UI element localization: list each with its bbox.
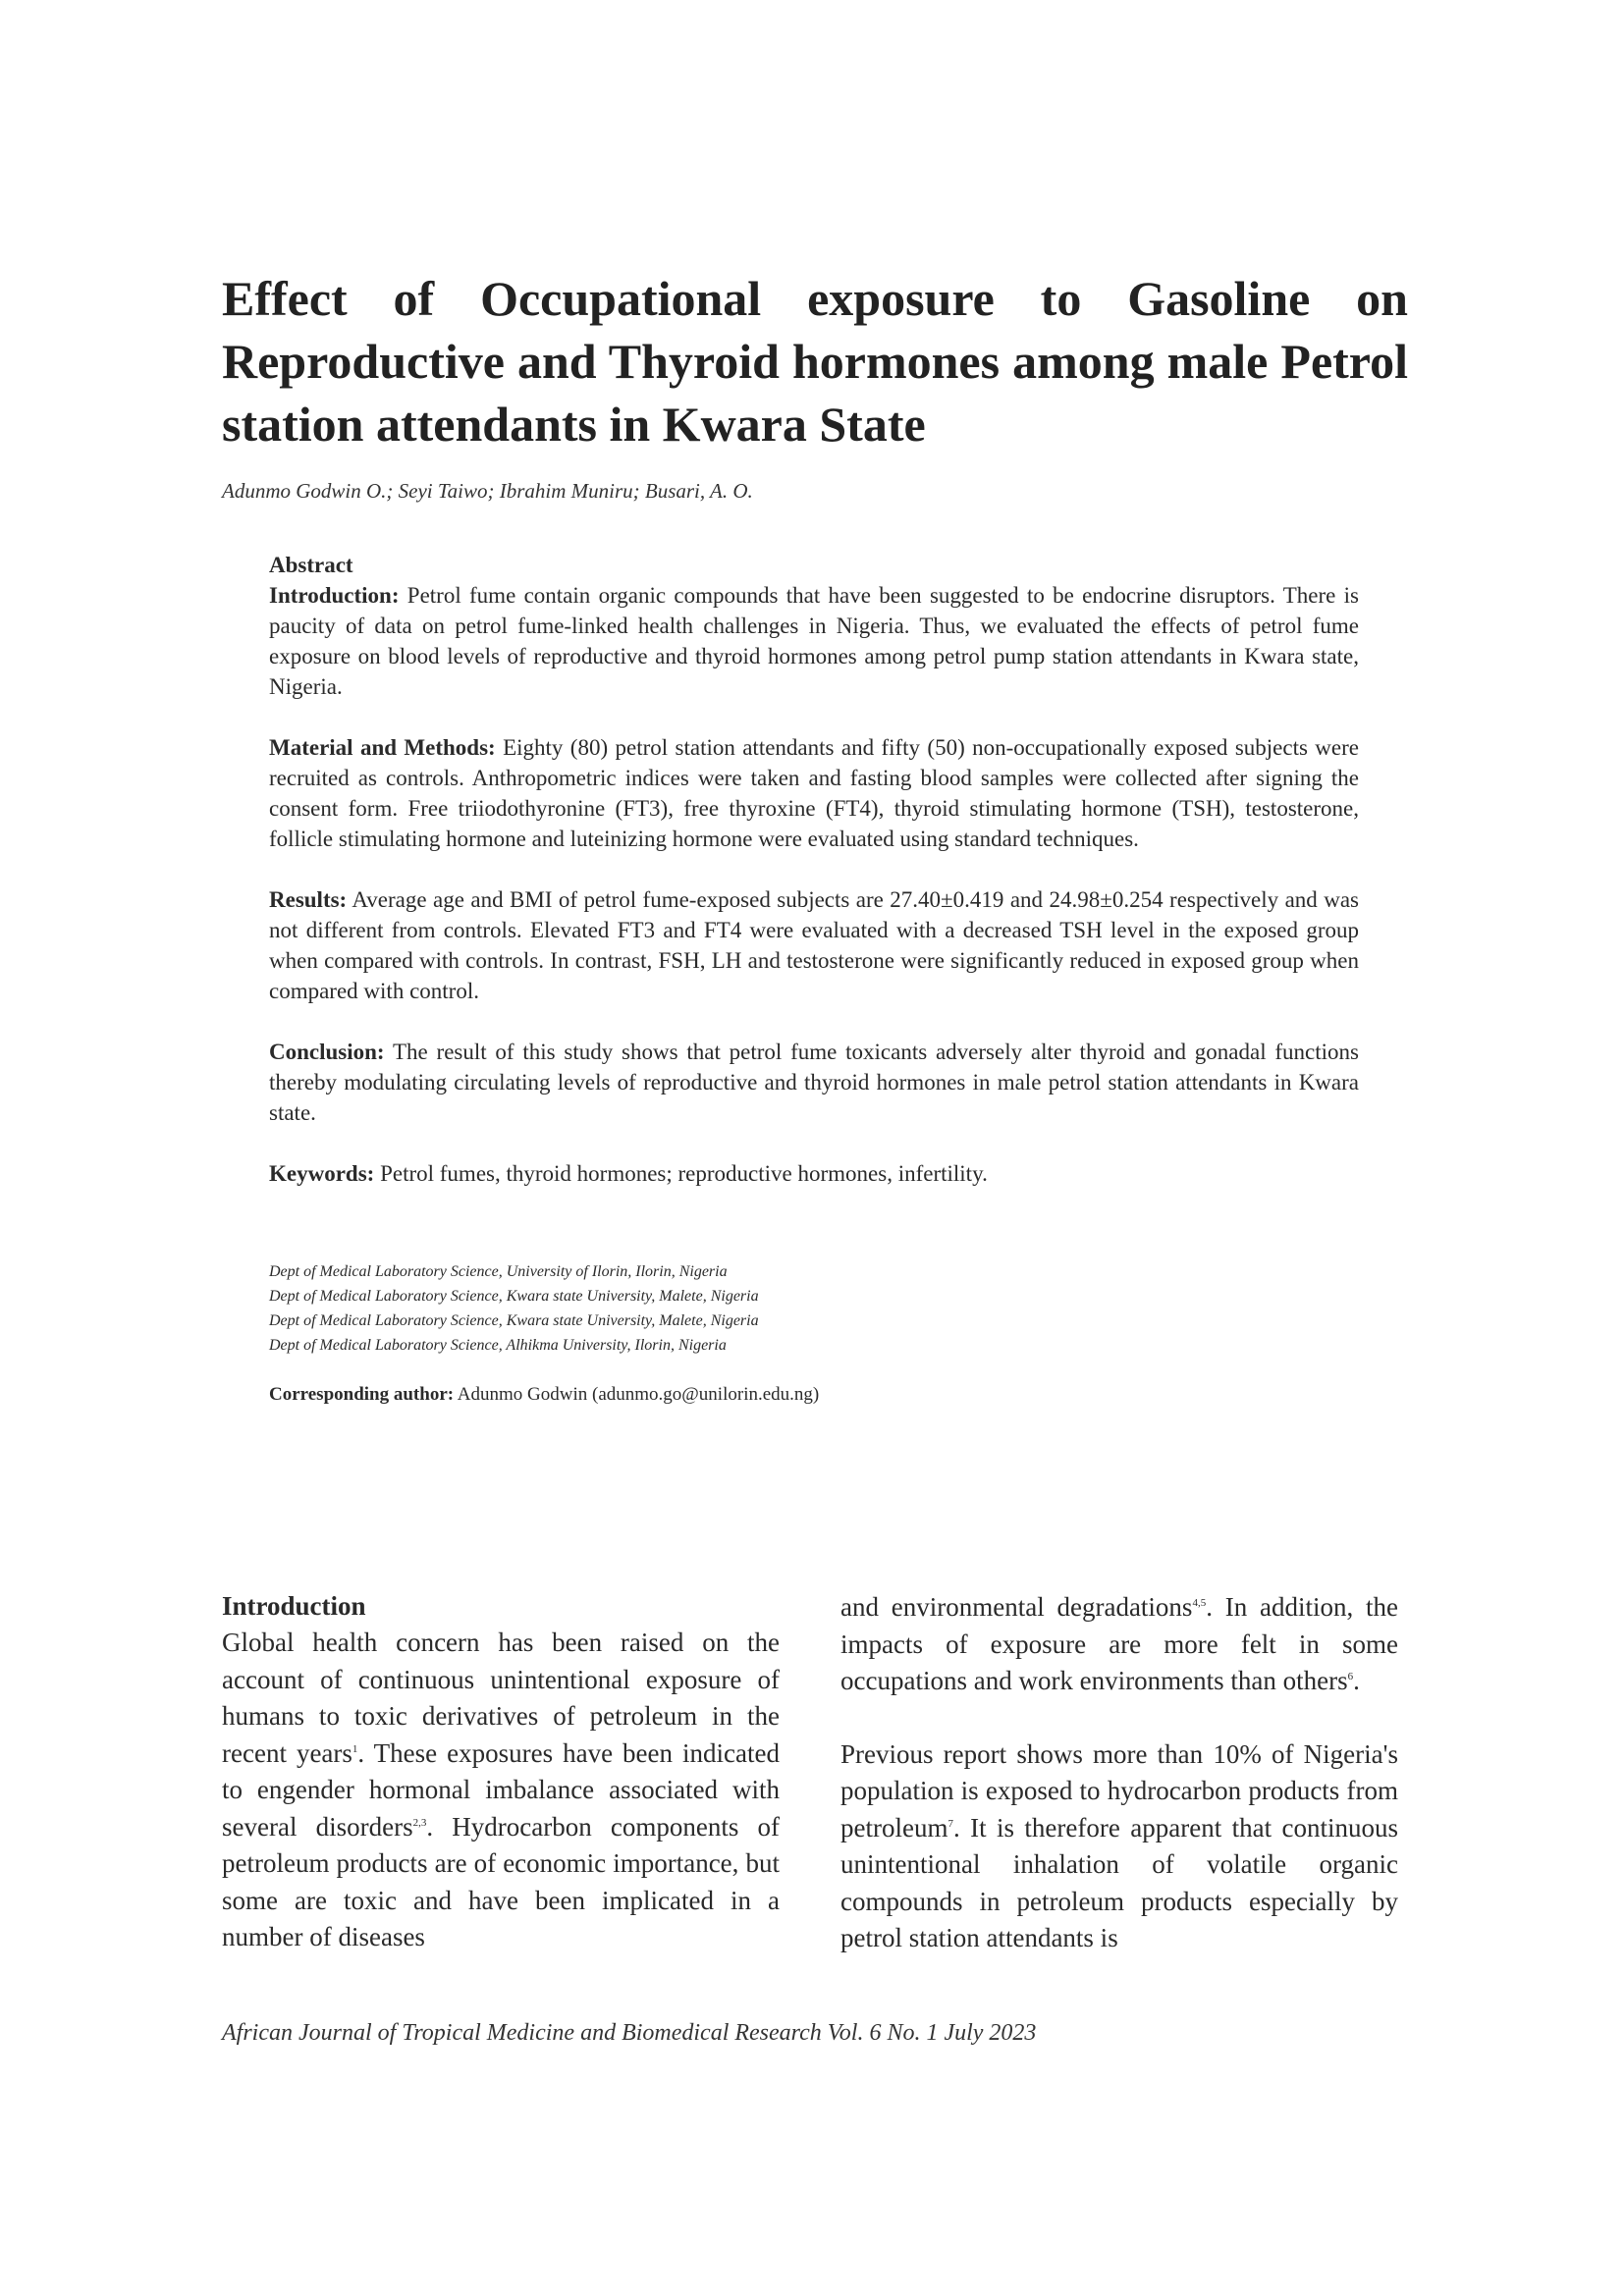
section-label: Material and Methods:: [269, 735, 496, 760]
body-paragraph: [840, 1736, 1398, 1957]
keywords: [269, 1158, 1359, 1189]
citation-ref: 6: [1347, 1671, 1354, 1682]
affiliation: Dept of Medical Laboratory Science, Kwara state University, Malete, Nigeria: [269, 1312, 759, 1329]
author-list: Adunmo Godwin O.; Seyi Taiwo; Ibrahim Muniru; Busari, A. O.: [222, 479, 753, 503]
citation-ref: 4,5: [1192, 1597, 1207, 1609]
body-text: . It is therefore apparent that continuous unintentional inhalation of volatile organic compounds in petroleum products especially by petrol station attendants is: [840, 1812, 1398, 1952]
abstract: [269, 550, 1359, 1219]
abstract-introduction: [269, 580, 1359, 702]
body-text: . In addition, the impacts of exposure are more felt in some occupations and work environments than others: [840, 1592, 1399, 1695]
affiliations: [269, 1259, 1153, 1358]
citation-ref: 1: [352, 1742, 358, 1755]
section-label: Conclusion:: [269, 1040, 385, 1064]
section-label: Results:: [269, 887, 348, 912]
section-text: Eighty (80) petrol station attendants and fifty (50) non-occupationally exposed subjects were recruited as controls. Anthropometric indices were taken and fasting blood samples were collected after signing the consent form. Free triiodothyronine (FT3), free thyroxine (FT4), thyroid stimulating hormone (TSH), testosterone, follicle stimulating hormone and luteinizing hormone were evaluated using standard techniques.: [269, 735, 1359, 851]
body-text: Global health concern has been raised on the account of continuous unintentional exposure of humans to toxic derivatives of petroleum in the recent years: [222, 1628, 780, 1768]
abstract-methods: [269, 732, 1359, 854]
journal-footer: African Journal of Tropical Medicine and Biomedical Research Vol. 6 No. 1 July 2023: [222, 2020, 1037, 2046]
keywords-text: Petrol fumes, thyroid hormones; reproductive hormones, infertility.: [374, 1161, 988, 1186]
corresponding-text: Adunmo Godwin (adunmo.go@unilorin.edu.ng): [454, 1384, 820, 1405]
body-text: Previous report shows more than 10% of Nigeria's population is exposed to hydrocarbon products from petroleum: [840, 1738, 1398, 1842]
affiliation: Dept of Medical Laboratory Science, Alhikma University, Ilorin, Nigeria: [269, 1337, 727, 1354]
body-text: and environmental degradations: [840, 1592, 1193, 1622]
body-text: .: [1353, 1666, 1360, 1695]
body-text: . Hydrocarbon components of petroleum products are of economic importance, but some are toxic and have been implicated in a number of diseases: [222, 1811, 781, 1951]
section-text: The result of this study shows that petrol fume toxicants adversely alter thyroid and gonadal functions thereby modulating circulating levels of reproductive and thyroid hormones in male petrol station attendants in Kwara state.: [269, 1040, 1359, 1125]
abstract-heading: Abstract: [269, 553, 353, 577]
body-text: . These exposures have been indicated to engender hormonal imbalance associated with several disorders: [222, 1737, 780, 1842]
affiliation: Dept of Medical Laboratory Science, Kwara state University, Malete, Nigeria: [269, 1288, 759, 1305]
corresponding-author: [269, 1384, 819, 1406]
body-paragraph: [840, 1589, 1398, 1700]
paper-title: Effect of Occupational exposure to Gasoline on Reproductive and Thyroid hormones among male Petrol station attendants in Kwara State: [222, 271, 1408, 452]
body-column-left: [222, 1588, 780, 1956]
affiliation: Dept of Medical Laboratory Science, University of Ilorin, Ilorin, Nigeria: [269, 1263, 728, 1280]
section-label: Introduction:: [269, 583, 400, 608]
citation-ref: 2,3: [412, 1816, 427, 1829]
abstract-conclusion: [269, 1037, 1359, 1128]
section-text: Average age and BMI of petrol fume-exposed subjects are 27.40±0.419 and 24.98±0.254 respectively and was not different from controls. Elevated FT3 and FT4 were evaluated with a decreased TSH level in the exposed group when compared with controls. In contrast, FSH, LH and testosterone were significantly reduced in exposed group when compared with control.: [269, 887, 1359, 1003]
abstract-results: [269, 884, 1359, 1006]
corresponding-label: Corresponding author:: [269, 1384, 455, 1405]
citation-ref: 7: [947, 1817, 953, 1830]
section-text: Petrol fume contain organic compounds that have been suggested to be endocrine disruptors. There is paucity of data on petrol fume-linked health challenges in Nigeria. Thus, we evaluated the effects of petrol fume exposure on blood levels of reproductive and thyroid hormones among petrol pump station attendants in Kwara state, Nigeria.: [269, 583, 1359, 699]
body-paragraph: [222, 1625, 780, 1956]
keywords-label: Keywords:: [269, 1161, 375, 1186]
section-heading-introduction: Introduction: [222, 1591, 366, 1621]
body-column-right: [840, 1589, 1398, 1957]
